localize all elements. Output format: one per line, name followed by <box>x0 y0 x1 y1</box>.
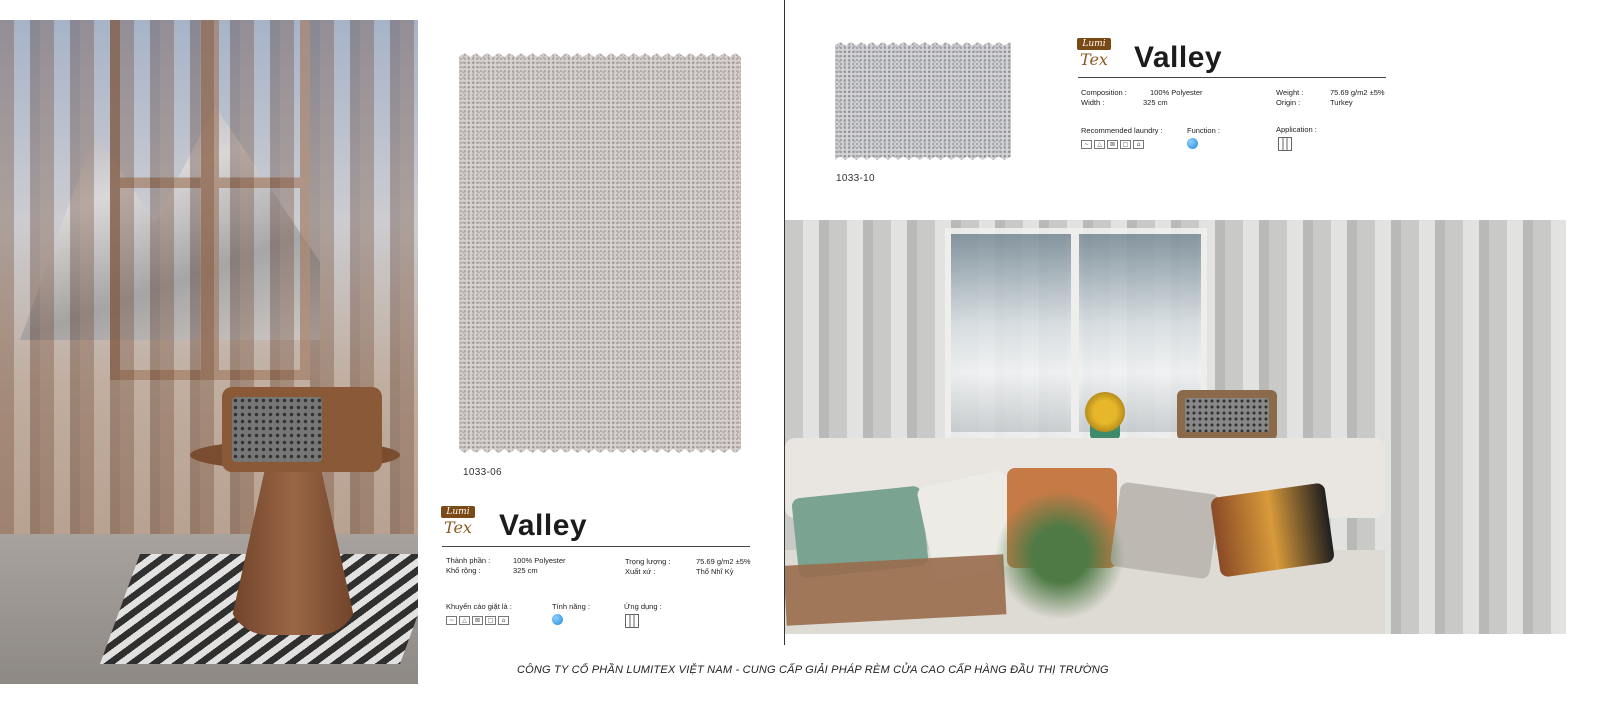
logo-tex: Tex <box>444 518 472 537</box>
application-label: Ứng dụng : <box>624 602 662 611</box>
weight-value: 75.69 g/m2 ±5% <box>696 557 751 566</box>
weight-label: Trọng lượng : <box>625 557 671 566</box>
lumitex-logo <box>441 506 475 544</box>
no-bleach-icon: △ <box>459 616 470 625</box>
origin-value: Turkey <box>1330 98 1353 107</box>
laundry-icons <box>446 616 509 625</box>
composition-label: Composition : <box>1081 88 1127 97</box>
weight-value: 75.69 g/m2 ±5% <box>1330 88 1385 97</box>
origin-label: Origin : <box>1276 98 1301 107</box>
fabric-swatch-1033-06 <box>459 53 741 453</box>
globe-function-icon <box>552 614 563 625</box>
hang-dry-icon: □ <box>1120 140 1131 149</box>
swatch-code: 1033-06 <box>463 467 502 478</box>
yellow-flowers <box>1085 392 1125 432</box>
no-tumble-dry-icon: ⊠ <box>1107 140 1118 149</box>
no-tumble-dry-icon: ⊠ <box>472 616 483 625</box>
title-underline <box>442 546 750 547</box>
wash-icon: ~ <box>446 616 457 625</box>
function-label: Tính năng : <box>552 602 590 611</box>
title-underline <box>1078 77 1386 78</box>
logo-lumi: Lumi <box>441 506 475 518</box>
composition-value: 100% Polyester <box>1150 88 1203 97</box>
origin-value: Thổ Nhĩ Kỳ <box>696 567 734 576</box>
radio-grille <box>232 397 322 462</box>
swatch-code: 1033-10 <box>836 173 875 184</box>
laundry-label: Khuyến cáo giặt là : <box>446 602 512 611</box>
fabric-swatch-1033-10 <box>835 42 1011 160</box>
product-title: Valley <box>1134 41 1223 74</box>
pillow-grey <box>1110 481 1221 579</box>
width-value: 325 cm <box>1143 98 1168 107</box>
product-title: Valley <box>499 509 588 542</box>
sheer-curtain <box>0 20 418 620</box>
hang-dry-icon: □ <box>485 616 496 625</box>
lumitex-logo <box>1077 38 1111 76</box>
fur-throw <box>785 554 1006 625</box>
right-room-photo <box>785 220 1566 634</box>
weight-label: Weight : <box>1276 88 1304 97</box>
no-bleach-icon: △ <box>1094 140 1105 149</box>
laundry-label: Recommended laundry : <box>1081 126 1163 135</box>
window-view <box>945 228 1207 438</box>
laundry-icons <box>1081 140 1144 149</box>
composition-label: Thành phần : <box>446 556 491 565</box>
radio-speaker <box>1177 390 1277 440</box>
width-label: Width : <box>1081 98 1105 107</box>
logo-lumi: Lumi <box>1077 38 1111 50</box>
company-footer: CÔNG TY CỔ PHẦN LUMITEX VIỆT NAM - CUNG CẤP GIẢI PHÁP RÈM CỬA CAO CẤP HÀNG ĐẦU THỊ TRƯỜNG <box>517 664 1109 676</box>
width-label: Khổ rộng : <box>446 566 481 575</box>
plant <box>995 490 1125 620</box>
pillow-patterned <box>1210 482 1335 577</box>
wash-icon: ~ <box>1081 140 1092 149</box>
width-value: 325 cm <box>513 566 538 575</box>
curtain-application-icon <box>1278 137 1292 151</box>
left-room-photo <box>0 20 418 684</box>
function-label: Function : <box>1187 126 1220 135</box>
iron-icon: ⌂ <box>1133 140 1144 149</box>
logo-tex: Tex <box>1080 50 1108 69</box>
iron-icon: ⌂ <box>498 616 509 625</box>
composition-value: 100% Polyester <box>513 556 566 565</box>
curtain-application-icon <box>625 614 639 628</box>
origin-label: Xuất xứ : <box>625 567 656 576</box>
globe-function-icon <box>1187 138 1198 149</box>
application-label: Application : <box>1276 125 1317 134</box>
